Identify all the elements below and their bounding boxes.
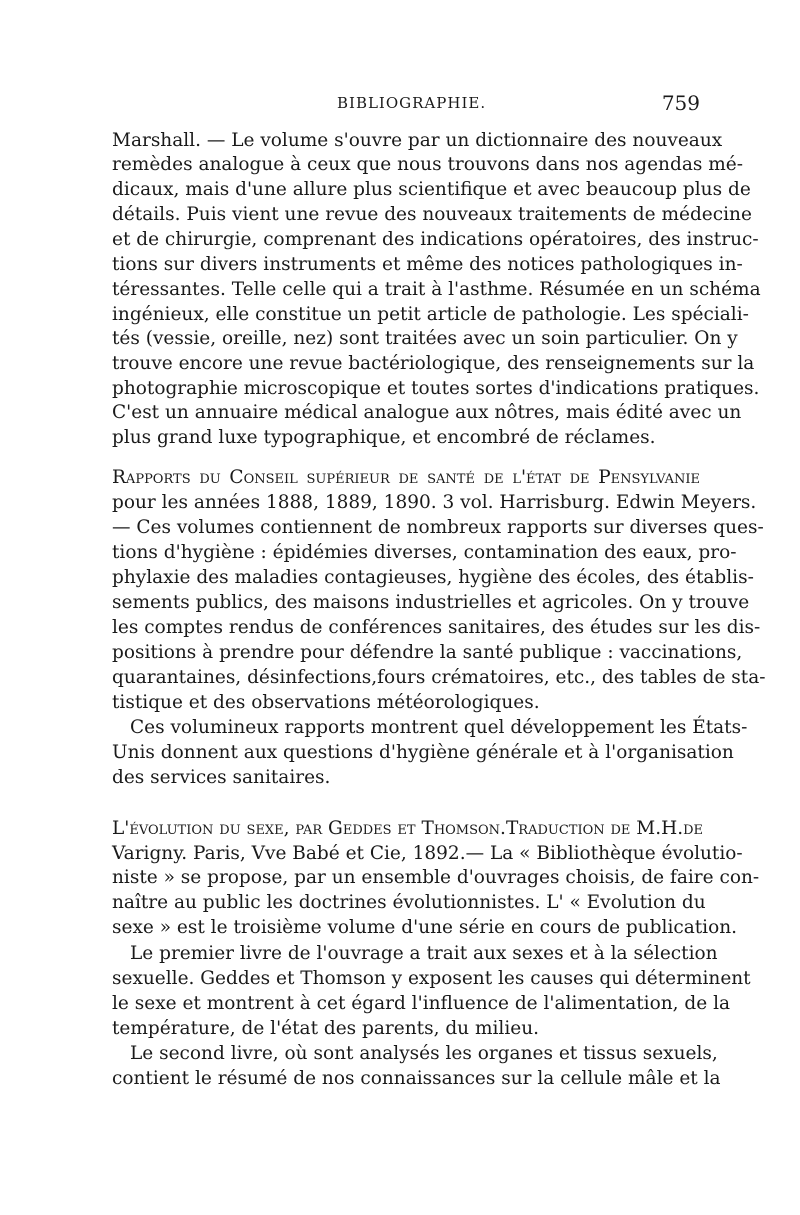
text-line: tistique et des observations météorologiques. [112, 692, 540, 713]
text-line: naître au public les doctrines évolutionnistes. L' « Evolution du [112, 892, 706, 913]
entry-title-line: Rapports du Conseil supérieur de santé de l'état de Pensylvanie [112, 467, 700, 488]
text-line: positions à prendre pour défendre la santé publique : vaccinations, [112, 642, 743, 663]
text-line: des services sanitaires. [112, 767, 331, 788]
running-head: BIBLIOGRAPHIE. [337, 94, 487, 112]
text-line: le sexe et montrent à cet égard l'influence de l'alimentation, de la [112, 993, 731, 1014]
text-line: remèdes analogue à ceux que nous trouvons dans nos agendas mé- [112, 154, 743, 175]
text-line: dicaux, mais d'une allure plus scientifique et avec beaucoup plus de [112, 179, 751, 200]
text-line: plus grand luxe typographique, et encombré de réclames. [112, 427, 656, 448]
text-line: téressantes. Telle celle qui a trait à l'asthme. Résumée en un schéma [112, 279, 761, 300]
text-line: température, de l'état des parents, du milieu. [112, 1018, 539, 1039]
text-line: quarantaines, désinfections,fours crématoires, etc., des tables de sta- [112, 667, 766, 688]
text-line: Unis donnent aux questions d'hygiène générale et à l'organisation [112, 742, 734, 763]
text-line: Varigny. Paris, Vve Babé et Cie, 1892.— La « Bibliothèque évolutio- [112, 843, 743, 864]
text-line: Le premier livre de l'ouvrage a trait aux sexes et à la sélection [130, 943, 718, 964]
text-line: sements publics, des maisons industrielles et agricoles. On y trouve [112, 592, 750, 613]
page-number: 759 [661, 91, 700, 115]
text-line: Le second livre, où sont analysés les organes et tissus sexuels, [130, 1043, 718, 1064]
text-line: contient le résumé de nos connaissances sur la cellule mâle et la [112, 1068, 721, 1089]
entry-title-line: L'évolution du sexe, par Geddes et Thomson.Traduction de M.H.de [112, 818, 704, 839]
text-line: Marshall. — Le volume s'ouvre par un dictionnaire des nouveaux [112, 130, 723, 151]
text-line: trouve encore une revue bactériologique, des renseignements sur la [112, 353, 755, 374]
text-line: — Ces volumes contiennent de nombreux rapports sur diverses ques- [112, 517, 764, 538]
text-line: tés (vessie, oreille, nez) sont traitées avec un soin particulier. On y [112, 328, 738, 349]
text-line: niste » se propose, par un ensemble d'ouvrages choisis, de faire con- [112, 867, 760, 888]
text-line: détails. Puis vient une revue des nouveaux traitements de médecine [112, 204, 752, 225]
text-line: pour les années 1888, 1889, 1890. 3 vol. Harrisburg. Edwin Meyers. [112, 492, 757, 513]
text-line: photographie microscopique et toutes sortes d'indications pratiques. [112, 378, 760, 399]
text-line: phylaxie des maladies contagieuses, hygiène des écoles, des établis- [112, 567, 754, 588]
text-line: et de chirurgie, comprenant des indications opératoires, des instruc- [112, 229, 759, 250]
text-line: ingénieux, elle constitue un petit article de pathologie. Les spéciali- [112, 304, 749, 325]
text-line: les comptes rendus de conférences sanitaires, des études sur les dis- [112, 617, 761, 638]
text-line: tions sur divers instruments et même des notices pathologiques in- [112, 254, 743, 275]
text-line: tions d'hygiène : épidémies diverses, contamination des eaux, pro- [112, 542, 737, 563]
text-line: Ces volumineux rapports montrent quel développement les États- [130, 717, 748, 738]
page-header [112, 91, 700, 120]
text-line: sexe » est le troisième volume d'une série en cours de publication. [112, 917, 738, 938]
text-line: C'est un annuaire médical analogue aux nôtres, mais édité avec un [112, 402, 742, 423]
text-line: sexuelle. Geddes et Thomson y exposent les causes qui déterminent [112, 968, 751, 989]
